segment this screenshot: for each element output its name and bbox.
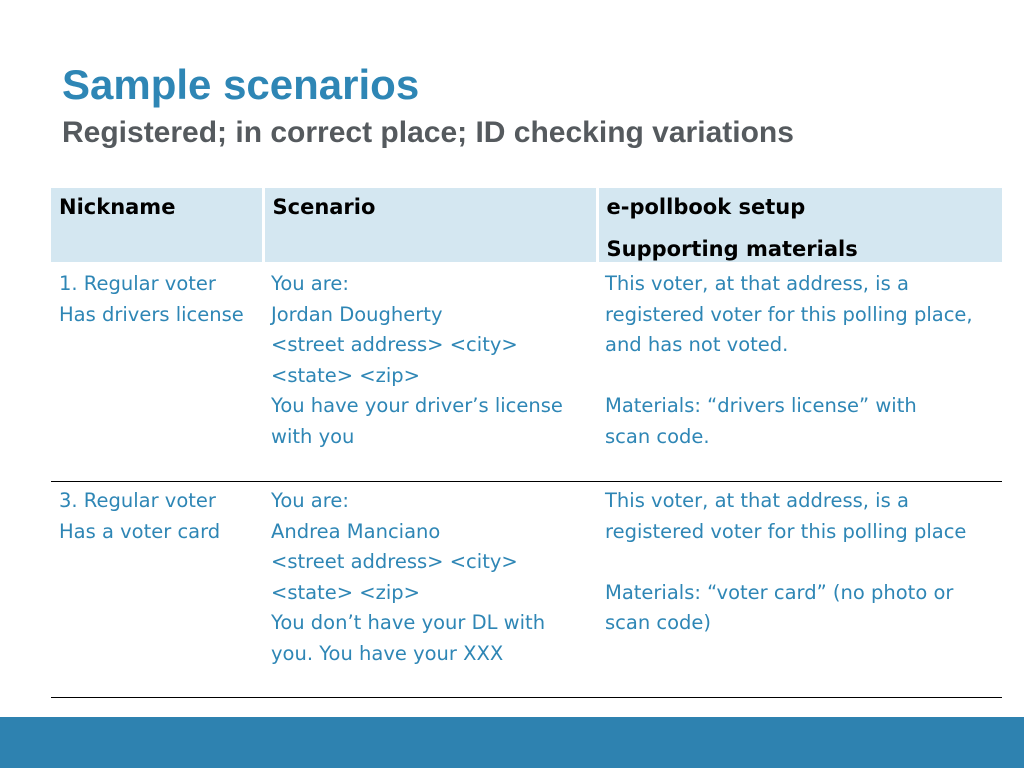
scenario-line: <street address> <city>	[271, 333, 518, 357]
scenario-line: <street address> <city>	[271, 550, 518, 574]
scenario-line: You have your driver’s license	[271, 394, 563, 418]
slide-subtitle: Registered; in correct place; ID checking variations	[62, 116, 794, 149]
nickname-line: Has a voter card	[59, 519, 221, 543]
slide-title: Sample scenarios	[62, 61, 420, 108]
header-setup-label: e-pollbook setup	[606, 195, 806, 219]
materials-line: Materials: “drivers license” with	[605, 394, 917, 418]
cell-scenario	[263, 264, 597, 482]
header-nickname	[51, 188, 263, 264]
nickname-line: 3. Regular voter	[59, 489, 216, 512]
table-row	[51, 264, 1002, 482]
cell-setup	[597, 264, 1002, 482]
nickname-line: 1. Regular voter	[59, 272, 216, 295]
header-materials-label: Supporting materials	[606, 237, 858, 261]
scenario-line: Andrea Manciano	[271, 519, 441, 543]
header-nickname-label: Nickname	[59, 195, 176, 219]
scenario-line: <state> <zip>	[271, 580, 420, 604]
cell-scenario	[263, 482, 597, 698]
setup-line: and has not voted.	[605, 333, 789, 357]
scenario-line: Jordan Dougherty	[271, 302, 443, 326]
footer-bar	[0, 717, 1024, 768]
scenarios-table	[51, 188, 1002, 698]
setup-line: registered voter for this polling place	[605, 519, 967, 543]
header-scenario	[263, 188, 597, 264]
header-scenario-label: Scenario	[272, 195, 376, 219]
header-setup	[597, 188, 1002, 264]
scenario-line: <state> <zip>	[271, 363, 420, 387]
line-gap	[605, 361, 994, 392]
scenario-line: you. You have your XXX	[271, 641, 504, 665]
setup-line: registered voter for this polling place,	[605, 302, 973, 326]
setup-line: This voter, at that address, is a	[605, 272, 909, 295]
nickname-line: Has drivers license	[59, 302, 244, 326]
materials-line: scan code)	[605, 611, 712, 635]
table-row	[51, 482, 1002, 698]
scenarios-table-container	[51, 188, 1002, 698]
cell-nickname	[51, 264, 263, 482]
cell-nickname	[51, 482, 263, 698]
cell-setup	[597, 482, 1002, 698]
table-header-row	[51, 188, 1002, 264]
scenario-line: You are:	[271, 489, 349, 512]
materials-line: Materials: “voter card” (no photo or	[605, 580, 954, 604]
scenario-line: You don’t have your DL with	[271, 611, 546, 635]
line-gap	[605, 547, 994, 578]
materials-line: scan code.	[605, 424, 710, 448]
scenario-line: You are:	[271, 272, 349, 295]
scenario-line: with you	[271, 424, 355, 448]
setup-line: This voter, at that address, is a	[605, 489, 909, 512]
